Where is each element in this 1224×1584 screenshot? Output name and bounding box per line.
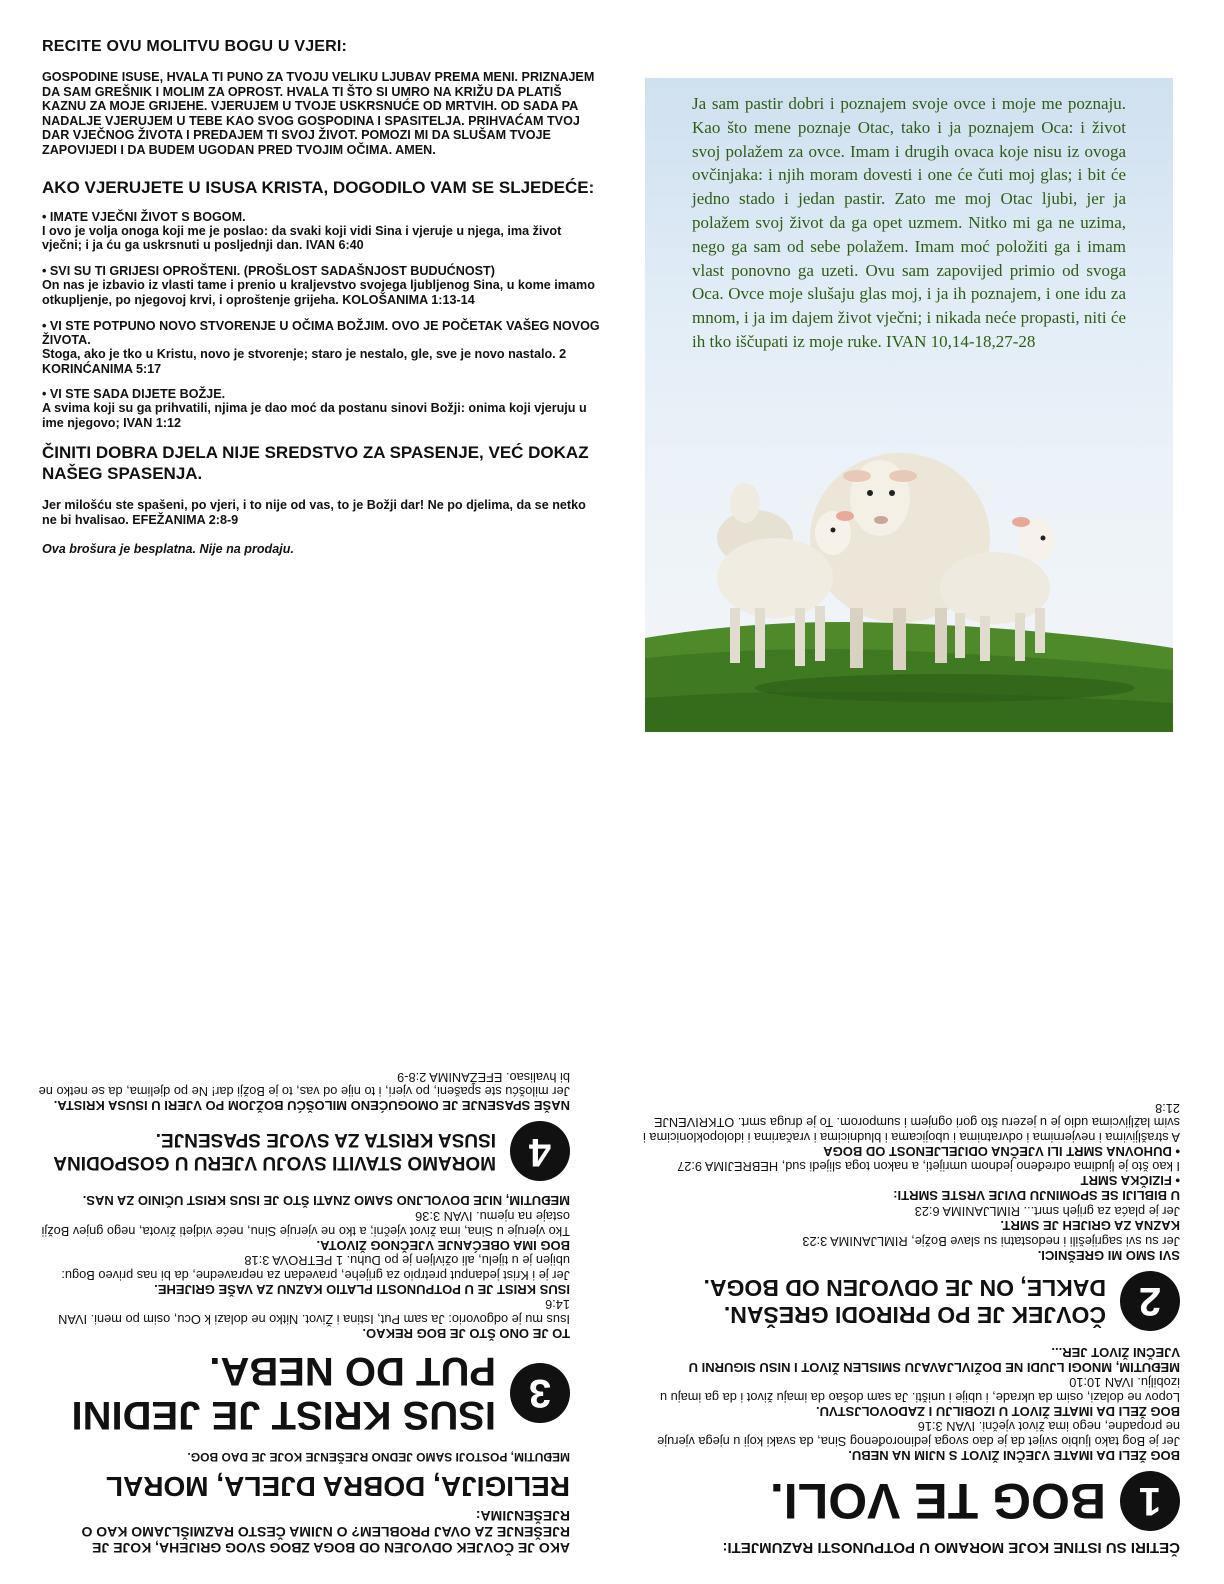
bullet-text: A strašljivima i nevjernima i odvratnima i ubojicama i bludnicima i vračarima i idolopoklonicima i svim lažljivcima udio je u jezeru što gori ognjem i sumporom. To je druga smrt. OTKRIVENJE 21:8: [643, 1100, 1180, 1145]
footer-verse: Jer milošću ste spašeni, po vjeri, i to nije od vas, to je Božji dar! Ne po djelima, da se netko ne bi hvalisao. EFEŽANIMA 2:8-9: [42, 497, 586, 527]
believe-heading: AKO VJERUJETE U ISUSA KRISTA, DOGODILO VAM SE SLJEDEĆE:: [42, 177, 595, 197]
section-title: ISUS KRIST JE JEDINI PUT DO NEBA.: [71, 1349, 496, 1437]
section-number: 1: [1120, 1471, 1180, 1531]
section-caption: BOG ŽELI DA IMATE ŽIVOT U IZOBILJU I ZADOVOLJSTVU.: [815, 1403, 1180, 1419]
four-truths-intro: ČETIRI SU ISTINE KOJE MORAMO U POTPUNOSTI RAZUMJETI:: [722, 1539, 1180, 1556]
benefit-text: Stoga, ako je tko u Kristu, novo je stvorenje; staro je nestalo, gle, sve je novo nastalo. 2 KORINĆANIMA 5:17: [42, 346, 567, 376]
section-number: 4: [510, 1121, 570, 1181]
section-title: ČOVJEK JE PO PRIRODI GREŠAN. DAKLE, ON JE ODVOJEN OD BOGA.: [703, 1274, 1106, 1328]
truths-panel-1-2: [640, 840, 1180, 1560]
section-number: 2: [1120, 1271, 1180, 1331]
benefit-label: • IMATE VJEČNI ŽIVOT S BOGOM.: [42, 209, 246, 224]
section-4-heading: [30, 1121, 570, 1181]
truths-panel-3-4: [30, 790, 570, 1560]
section-verse: Jer je Bog tako ljubio svijet da je dao svoga jedinorođenog Sina, da svaki koji u njega vjeruje ne propadne, nego ima život vječni. IVAN 3:16: [657, 1419, 1180, 1449]
section-number: 3: [510, 1363, 570, 1423]
free-note: Ova brošura je besplatna. Nije na prodaju.: [42, 541, 294, 556]
benefit-item: [42, 387, 602, 431]
bullet-label: • DUHOVNA SMRT ILI VJEČNA ODIJELJENOST OD BOGA: [823, 1143, 1180, 1159]
benefit-item: [42, 264, 602, 308]
section-caption: NAŠE SPASENJE JE OMOGUĆENO MILOŠĆU BOŽJOM PO VJERI U ISUSA KRISTA.: [53, 1098, 570, 1114]
benefit-item: [42, 210, 602, 254]
section-caption: ISUS KRIST JE U POTPUNOSTI PLATIO KAZNU ZA VAŠE GRIJEHE.: [154, 1281, 570, 1297]
prayer-panel: [42, 38, 602, 569]
prayer-title: RECITE OVU MOLITVU BOGU U VJERI:: [42, 38, 348, 55]
section-caption: BOG ŽELI DA IMATE VJEČNI ŽIVOT S NJIM NA NEBU.: [848, 1448, 1180, 1463]
benefit-text: On nas je izbavio iz vlasti tame i prenio u kraljevstvo svojega ljubljenog Sina, u kome imamo otkupljenje, po njegovoj krvi, i oproštenje grijeha. KOLOŠANIMA 1:13-14: [42, 278, 595, 307]
benefit-label: • SVI SU TI GRIJESI OPROŠTENI. (PROŠLOST SADAŠNJOST BUDUĆNOST): [42, 264, 495, 279]
solution-caption: MEĐUTIM, POSTOJI SAMO JEDNO RJEŠENJE KOJE JE DAO BOG.: [187, 1450, 570, 1464]
section-2-heading: [640, 1271, 1180, 1331]
section-verse: Jer milošću ste spašeni, po vjeri, i to nije od vas, to je Božji dar! Ne po djelima, da se netko ne bi hvalisao. EFEŽANIMA 2:8-9: [38, 1069, 570, 1100]
section-verse: Tko vjeruje u Sina, ima život vječni; a tko ne vjeruje Sinu, neće vidjeti života, nego gnjev Božji ostaje na njemu. IVAN 3:36: [41, 1209, 570, 1239]
cover-verse: Ja sam pastir dobri i poznajem svoje ovce i moje me poznaju. Kao što mene poznaje Otac, tako i ja poznajem Oca: i život svoj polažem za ovce. Imam i drugih ovaca koje nisu iz ovoga ovčinjaka: i njih moram dovesti i one će čuti moj glas; i bit će jedno stado i jedan pastir. Zato me moj Otac ljubi, jer ja polažem svoj život da ga opet uzmem. Nitko mi ga ne uzima, nego ga sam od sebe polažem. Imam moć položiti ga i imam vlast ponovno ga uzeti. Ovu sam zapovijed primio od svoga Oca. Ovce moje slušaju glas moj, i ja ih poznajem, i one idu za mnom, i ja im dajem život vječni; i nikada neće propasti, niti će ih tko iščupati iz moje ruke. IVAN 10,14-18,27-28: [692, 94, 1126, 351]
section-caption: BOG IMA OBEĆANJE VJEČNOG ŽIVOTA.: [316, 1237, 570, 1253]
bullet-text: I kao što je ljudima određeno jednom umrijeti, a nakon toga slijedi sud, HEBREJIMA 9:27: [677, 1159, 1180, 1175]
bullet-label: • FIZIČKA SMRT: [1080, 1173, 1180, 1189]
solution-intro: AKO JE ČOVJEK ODVOJEN OD BOGA ZBOG SVOG GRIJEHA, KOJE JE RJEŠENJE ZA OVAJ PROBLEM? O NJIMA ČESTO RAZMIŠLJAMO KAO O RJEŠENJIMA:: [81, 1508, 570, 1556]
benefit-label: • VI STE POTPUNO NOVO STVORENJE U OČIMA BOŽJIM. OVO JE POČETAK VAŠEG NOVOG ŽIVOTA.: [42, 318, 600, 347]
section-verse: Lopov ne dolazi, osim da ukrade, i ubije i uništi. Ja sam došao da imaju život i da ga imaju u izobilju. IVAN 10:10: [660, 1375, 1180, 1405]
section-caption: SVI SMO MI GREŠNICI.: [1037, 1247, 1180, 1263]
section-title: BOG TE VOLI.: [769, 1473, 1106, 1529]
solution-options: RELIGIJA, DOBRA DJELA, MORAL: [105, 1471, 570, 1502]
prayer-text: GOSPODINE ISUSE, HVALA TI PUNO ZA TVOJU VELIKU LJUBAV PREMA MENI. PRIZNAJEM DA SAM GREŠNIK I MOLIM ZA OPROST. HVALA TI ŠTO SI UMRO NA KRIŽU DA PLATIŠ KAZNU ZA MOJE GRIJEHE. VJERUJEM U TVOJE USKRSNUĆE OD MRTVIH. OD SADA PA NADALJE VJERUJEM U TEBE KAO SVOG GOSPODINA I SPASITELJA. PRIHVAĆAM TVOJ DAR VJEČNOG ŽIVOTA I PREDAJEM TI SVOJ ŽIVOT. POMOZI MI DA SLUŠAM TVOJE ZAPOVIJEDI I DA BUDEM UGODAN PRED TVOJIM OČIMA. AMEN.: [42, 70, 595, 157]
section-verse: Jer je i Krist jedanput pretrpio za grijehe, pravedan za nepravedne, da bi nas priveo Bogu: ubijen je u tijelu, ali oživljen je po Duhu. 1 PETROVA 3:18: [61, 1253, 570, 1283]
benefit-text: I ovo je volja onoga koji me je poslao: da svaki koji vidi Sina i vjeruje u njega, ima život vječni; i ja ću ga uskrsnuti u posljednji dan. IVAN 6:40: [42, 223, 562, 253]
cover-image: [645, 78, 1173, 732]
section-caption: MEĐUTIM, MNOGI LJUDI NE DOŽIVLJAVAJU SMISLEN ŽIVOT I NISU SIGURNI U VJEČNI ŽIVOT JER...: [688, 1344, 1180, 1375]
section-title: MORAMO STAVITI SVOJU VJERU U GOSPODINA ISUSA KRISTA ZA SVOJE SPASENJE.: [54, 1129, 496, 1174]
section-3-heading: [30, 1349, 570, 1437]
section-verse: Isus mu je odgovorio: Ja sam Put, Istina i Život. Nitko ne dolazi k Ocu, osim po meni. IVAN 14:6: [58, 1297, 570, 1327]
benefit-text: A svima koji su ga prihvatili, njima je dao moć da postanu sinovi Božji: onima koji vjeruju u ime njegovo; IVAN 1:12: [42, 401, 587, 431]
section-verse: Jer je plaća za grijeh smrt... RIMLJANIMA 6:23: [914, 1204, 1180, 1220]
benefit-label: • VI STE SADA DIJETE BOŽJE.: [42, 387, 226, 402]
section-caption: TO JE ONO ŠTO JE BOG REKAO.: [362, 1326, 570, 1341]
section-1-heading: [640, 1471, 1180, 1531]
section-caption: KAZNA ZA GRIJEH JE SMRT.: [1000, 1218, 1180, 1234]
section-caption: U BIBLIJI SE SPOMINJU DVIJE VRSTE SMRTI:: [893, 1188, 1180, 1204]
section-caption: MEĐUTIM, NIJE DOVOLJNO SAMO ZNATI ŠTO JE ISUS KRIST UČINIO ZA NAS.: [82, 1193, 570, 1209]
benefit-item: [42, 319, 602, 377]
section-verse: Jer su svi sagriješili i nedostatni su slave Božje, RIMLJANIMA 3:23: [802, 1233, 1180, 1249]
good-works-heading: ČINITI DOBRA DJELA NIJE SREDSTVO ZA SPASENJE, VEĆ DOKAZ NAŠEG SPASENJA.: [42, 442, 589, 483]
